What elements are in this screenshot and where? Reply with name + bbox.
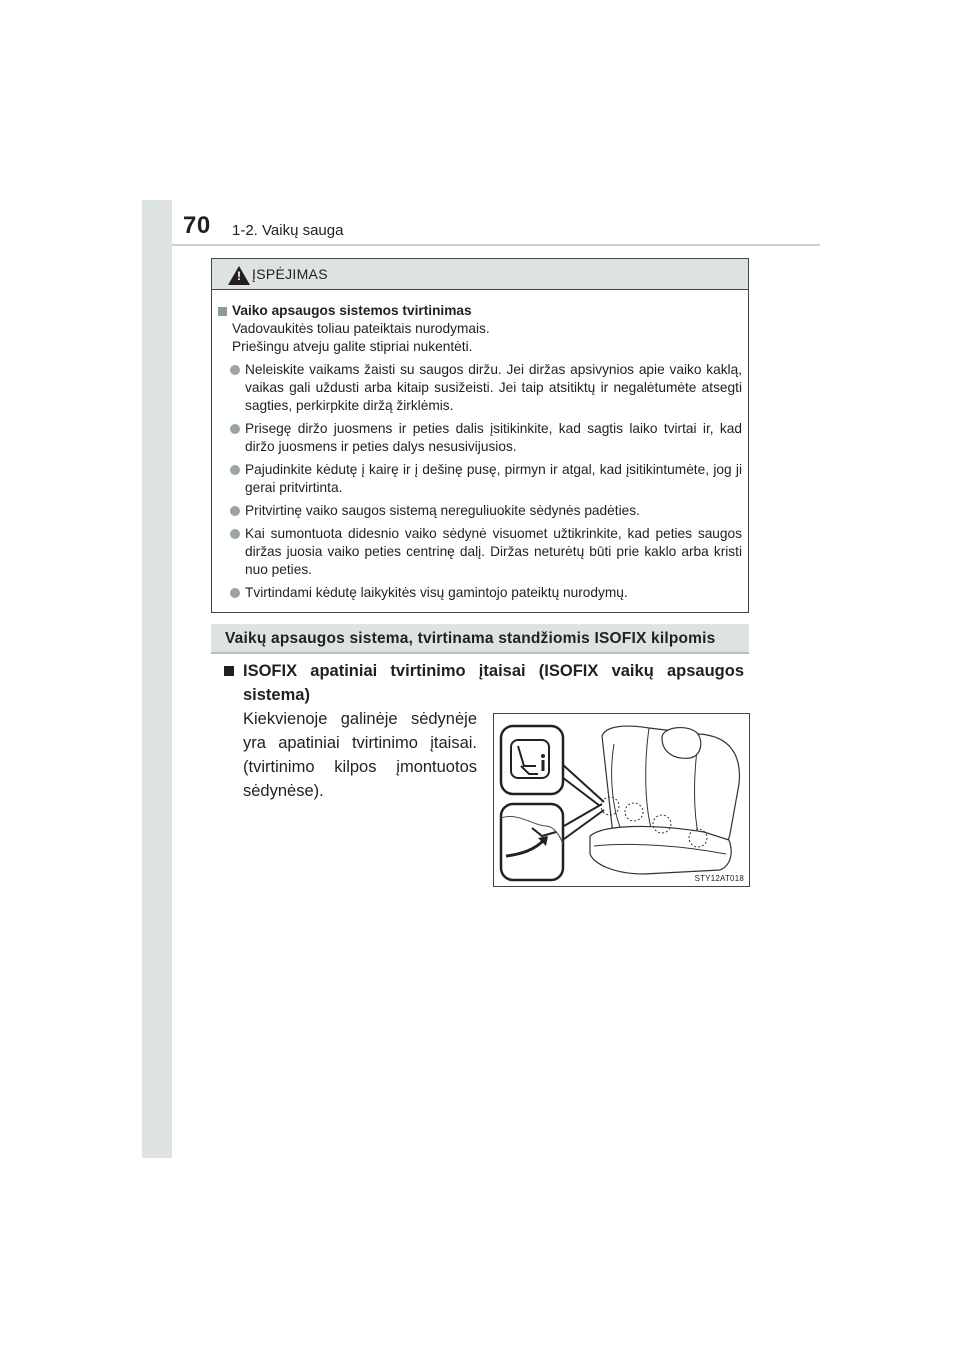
warning-intro-line: Vadovaukitės toliau pateiktais nurodymais. [232,321,490,336]
round-bullet-icon [230,529,240,539]
warning-bullet [230,584,742,602]
warning-bullet [230,502,742,520]
warning-bullet-text: Pajudinkite kėdutę į kairę ir į dešinę pusę, pirmyn ir atgal, kad įsitikintumėte, jog ji gerai pritvirtinta. [245,462,742,495]
warning-bullet-text: Prisegę diržo juosmens ir peties dalis įsitikinkite, kad sagtis laiko tvirtai ir, kad diržo juosmens ir peties dalys nesusivijusios. [245,421,742,454]
warning-header [212,259,748,290]
callout-line [558,764,604,806]
seat-cushion-shape [590,826,731,874]
warning-bullet [230,461,742,497]
round-bullet-icon [230,588,240,598]
warning-bullet-text: Pritvirtinę vaiko saugos sistemą nereguliuokite sėdynės padėties. [245,503,640,518]
isofix-figure [493,713,750,887]
warning-bullet-text: Tvirtindami kėdutę laikykitės visų gamintojo pateiktų nurodymų. [245,585,628,600]
isofix-heading [224,659,744,707]
warning-triangle-icon: ! [228,266,250,285]
round-bullet-icon [230,506,240,516]
figure-code: STY12AT018 [694,874,744,883]
warning-body [212,290,748,602]
warning-bullet [230,361,742,415]
left-margin-band [142,200,172,1158]
info-bar [542,760,545,771]
warning-box [211,258,749,613]
section-title: Vaikų apsaugos sistema, tvirtinama standžiomis ISOFIX kilpomis [225,630,716,647]
warning-bullet [230,420,742,456]
round-bullet-icon [230,465,240,475]
round-bullet-icon [230,365,240,375]
warning-bullet-text: Kai sumontuota didesnio vaiko sėdynė visuomet užtikrinkite, kad peties saugos diržas juosia vaiko peties centrinę dalį. Diržas neturėtų būti prie kaklo arba kristi nuo peties. [245,526,742,577]
rear-seat-illustration [494,714,749,886]
warning-bullet [230,525,742,579]
header-rule [172,244,820,246]
info-dot [541,754,545,758]
round-bullet-icon [230,424,240,434]
warning-intro [232,320,742,356]
square-bullet-icon [224,666,234,676]
warning-title: ĮSPĖJIMAS [252,266,328,282]
isofix-symbol-icon [511,740,549,778]
warning-intro-line: Priešingu atveju galite stipriai nukentėti. [232,339,473,354]
anchor-detail-callout [501,804,563,880]
isofix-heading-text: ISOFIX apatiniai tvirtinimo įtaisai (ISOFIX vaikų apsaugos sistema) [243,662,744,704]
page-number: 70 [183,212,211,239]
isofix-body-text: Kiekvienoje galinėje sėdynėje yra apatiniai tvirtinimo įtaisai. (tvirtinimo kilpos įmontuotos sėdynėse). [243,710,477,800]
square-bullet-icon [218,307,227,316]
warning-subheading-text: Vaiko apsaugos sistemos tvirtinimas [232,303,472,318]
warning-bullet-text: Neleiskite vaikams žaisti su saugos diržu. Jei diržas apsivynios apie vaiko kaklą, vaikas gali uždusti arba kitaip susižeisti. Jei taip atsitiktų ir negalėtumėte atsegti sagties, perkirpkite diržą žirklėmis. [245,362,742,413]
warning-subheading [218,302,742,320]
section-title-band [211,624,749,654]
section-label: 1-2. Vaikų sauga [232,222,344,239]
